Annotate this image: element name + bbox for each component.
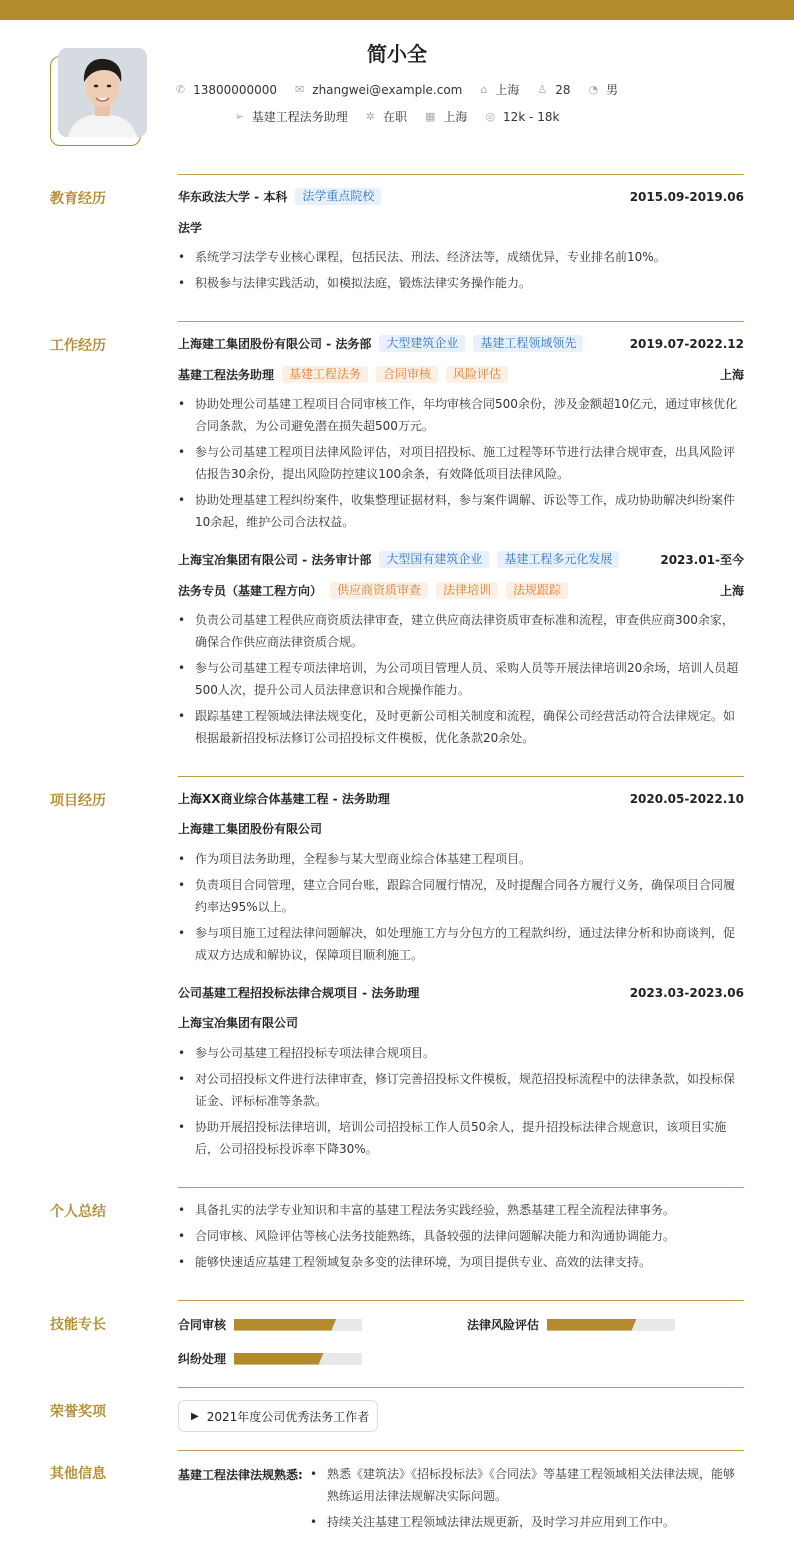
- list-item: • 持续关注基建工程领域法律法规更新，及时学习并应用到工作中。: [310, 1511, 744, 1533]
- work-date: 2019.07-2022.12: [629, 336, 744, 351]
- role-tag: 法规跟踪: [506, 582, 568, 599]
- building-icon: ▦: [425, 110, 436, 123]
- work-role-row: [178, 366, 744, 383]
- company-name: 上海建工集团股份有限公司 - 法务部: [178, 337, 372, 351]
- job-intent-row: [0, 108, 794, 125]
- contact-city: ⌂ 上海: [480, 83, 520, 97]
- project-org: 上海建工集团股份有限公司: [178, 822, 323, 836]
- phone-icon: ✆: [175, 83, 186, 96]
- project-header: [178, 984, 744, 1001]
- list-item: • 协助开展招投标法律培训，培训公司招投标工作人员50余人，提升招投标法律合规意识，该项目实施后，公司招投标投诉率下降30%。: [178, 1116, 744, 1160]
- role-tag: 供应商资质审查: [330, 582, 428, 599]
- project-date: 2023.03-2023.06: [629, 985, 744, 1000]
- list-item: • 合同审核、风险评估等核心法务技能熟练，具备较强的法律问题解决能力和沟通协调能力。: [178, 1225, 744, 1247]
- list-item: • 参与公司基建工程招投标专项法律合规项目。: [178, 1042, 744, 1064]
- list-item: • 积极参与法律实践活动，如模拟法庭，锻炼法律实务操作能力。: [178, 272, 744, 294]
- section-title-summary: 个人总结: [50, 1204, 106, 1220]
- section-title-awards: 荣誉奖项: [50, 1404, 106, 1420]
- status-icon: ✲: [365, 110, 375, 123]
- job-target: ➢ 基建工程法务助理: [234, 110, 348, 124]
- skill-name: 合同审核: [178, 1318, 227, 1332]
- skill-risk-assessment: [467, 1316, 675, 1333]
- top-accent-bar: [0, 0, 794, 20]
- company-tag: 基建工程多元化发展: [497, 551, 619, 568]
- project-org-row: [178, 1014, 744, 1031]
- list-item: • 参与项目施工过程法律问题解决，如处理施工方与分包方的工程款纠纷，通过法律分析和协商谈判，促成双方达成和解协议，保障项目顺利施工。: [178, 922, 744, 966]
- section-title-work: 工作经历: [50, 338, 106, 354]
- skill-fill: [234, 1319, 336, 1331]
- list-item: • 熟悉《建筑法》《招标投标法》《合同法》等基建工程领域相关法律法规，能够熟练运用法律法规解决实际问题。: [310, 1463, 744, 1507]
- list-item: • 作为项目法务助理，全程参与某大型商业综合体基建工程项目。: [178, 848, 744, 870]
- section-divider: [178, 321, 744, 322]
- role-tag: 合同审核: [376, 366, 438, 383]
- company-tag: 大型国有建筑企业: [379, 551, 489, 568]
- contact-gender: ◔ 男: [588, 83, 619, 97]
- job-city: ▦ 上海: [425, 110, 468, 124]
- role-tag: 基建工程法务: [282, 366, 368, 383]
- skill-name: 法律风险评估: [467, 1318, 540, 1332]
- gender-icon: ◔: [588, 83, 599, 96]
- list-item: • 具备扎实的法学专业知识和丰富的基建工程法务实践经验，熟悉基建工程全流程法律事务。: [178, 1199, 744, 1221]
- section-divider: [178, 776, 744, 777]
- salary-icon: ◎: [485, 110, 496, 123]
- list-item: • 对公司招投标文件进行法律审查，修订完善招投标文件模板，规范招投标流程中的法律条款，如投标保证金、评标标准等条款。: [178, 1068, 744, 1112]
- list-item: • 负责项目合同管理，建立合同台账，跟踪合同履行情况，及时提醒合同各方履行义务，确保项目合同履约率达95%以上。: [178, 874, 744, 918]
- company-tag: 基建工程领域领先: [473, 335, 583, 352]
- company-name: 上海宝冶集团有限公司 - 法务审计部: [178, 553, 372, 567]
- list-item: • 负责公司基建工程供应商资质法律审查，建立供应商法律资质审查标准和流程，审查供应商300余家，确保合作供应商法律资质合规。: [178, 609, 744, 653]
- list-item: • 跟踪基建工程领域法律法规变化，及时更新公司相关制度和流程，确保公司经营活动符合法律规定。如根据最新招投标法修订公司招投标文件模板，优化条款20余处。: [178, 705, 744, 749]
- contact-age: ♙ 28: [537, 82, 571, 97]
- education-major-row: [178, 219, 744, 236]
- section-divider: [178, 174, 744, 175]
- skill-bar: [234, 1319, 362, 1331]
- contact-row: [0, 81, 794, 98]
- work-city: 上海: [719, 368, 744, 382]
- section-divider: [178, 1187, 744, 1188]
- skill-name: 纠纷处理: [178, 1352, 227, 1366]
- project-header: [178, 790, 744, 807]
- contact-phone: ✆ 13800000000: [175, 82, 278, 97]
- section-title-education: 教育经历: [50, 191, 106, 207]
- work-city: 上海: [719, 584, 744, 598]
- section-title-skills: 技能专长: [50, 1317, 106, 1333]
- major: 法学: [178, 221, 203, 235]
- skill-fill: [234, 1353, 324, 1365]
- section-title-project: 项目经历: [50, 793, 106, 809]
- project-date: 2020.05-2022.10: [629, 791, 744, 806]
- list-item: • 参与公司基建工程专项法律培训，为公司项目管理人员、采购人员等开展法律培训20余场，培训人员超500人次，提升公司人员法律意识和合规操作能力。: [178, 657, 744, 701]
- job-role: 基建工程法务助理: [178, 368, 275, 382]
- company-tag: 大型建筑企业: [379, 335, 465, 352]
- other-info-label: 基建工程法律法规熟悉:: [178, 1468, 303, 1482]
- home-icon: ⌂: [480, 83, 488, 96]
- award-text: 2021年度公司优秀法务工作者: [206, 1409, 370, 1424]
- contact-email[interactable]: ✉ zhangwei@example.com: [295, 82, 463, 97]
- skill-contract-review: [178, 1316, 362, 1333]
- section-divider: [178, 1450, 744, 1451]
- skill-fill: [547, 1319, 637, 1331]
- project-org: 上海宝冶集团有限公司: [178, 1016, 299, 1030]
- section-divider: [178, 1387, 744, 1388]
- work-date: 2023.01-至今: [660, 553, 744, 567]
- skill-bar: [234, 1353, 362, 1365]
- age-icon: ♙: [537, 83, 548, 96]
- job-salary: ◎ 12k - 18k: [485, 109, 560, 124]
- project-title: 上海XX商业综合体基建工程 - 法务助理: [178, 792, 390, 806]
- mail-icon: ✉: [295, 83, 305, 96]
- education-header: [178, 188, 744, 205]
- work-role-row: [178, 582, 744, 599]
- list-item: • 能够快速适应基建工程领域复杂多变的法律环境，为项目提供专业、高效的法律支持。: [178, 1251, 744, 1273]
- education-date: 2015.09-2019.06: [629, 189, 744, 204]
- school-name: 华东政法大学 - 本科: [178, 190, 288, 204]
- work-header: [178, 551, 744, 568]
- project-title: 公司基建工程招投标法律合规项目 - 法务助理: [178, 986, 420, 1000]
- job-role: 法务专员（基建工程方向）: [178, 584, 323, 598]
- work-header: [178, 335, 744, 352]
- project-org-row: [178, 820, 744, 837]
- list-item: • 协助处理公司基建工程项目合同审核工作，年均审核合同500余份，涉及金额超10亿元，通过审核优化合同条款，为公司避免潜在损失超500万元。: [178, 393, 744, 437]
- candidate-name: 简小全: [367, 42, 427, 66]
- list-item: • 协助处理基建工程纠纷案件，收集整理证据材料，参与案件调解、诉讼等工作，成功协助解决纠纷案件10余起，维护公司合法权益。: [178, 489, 744, 533]
- skill-bar: [547, 1319, 675, 1331]
- role-tag: 风险评估: [446, 366, 508, 383]
- send-icon: ➢: [234, 110, 244, 123]
- school-tag: 法学重点院校: [295, 188, 381, 205]
- award-item[interactable]: [178, 1400, 378, 1432]
- role-tag: 法律培训: [436, 582, 498, 599]
- play-triangle-icon: ▶: [191, 1410, 199, 1422]
- section-divider: [178, 1300, 744, 1301]
- list-item: • 参与公司基建工程项目法律风险评估，对项目招投标、施工过程等环节进行法律合规审查，出具风险评估报告30余份，提出风险防控建议100余条，有效降低项目法律风险。: [178, 441, 744, 485]
- job-status: ✲ 在职: [365, 110, 408, 124]
- section-title-other: 其他信息: [50, 1466, 106, 1482]
- list-item: • 系统学习法学专业核心课程，包括民法、刑法、经济法等，成绩优异，专业排名前10%。: [178, 246, 744, 268]
- skill-dispute-handling: [178, 1350, 362, 1367]
